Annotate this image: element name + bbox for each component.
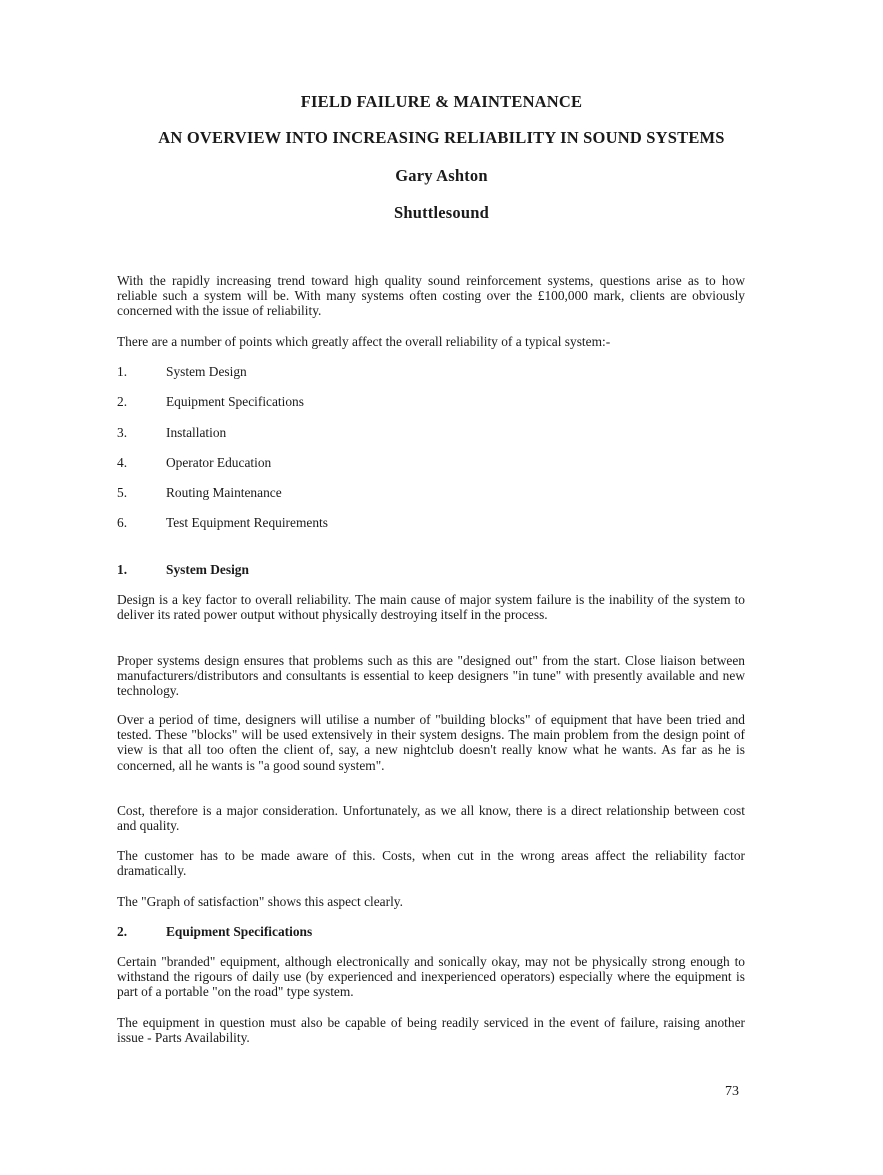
list-item — [117, 425, 328, 455]
points-list — [117, 364, 328, 546]
author-name: Gary Ashton — [395, 166, 488, 185]
body-paragraph: The "Graph of satisfaction" shows this aspect clearly. — [117, 894, 403, 909]
body-paragraph: Proper systems design ensures that problems such as this are "designed out" from the start. Close liaison between manufacturers/distributors and consultants is essential to keep designers "in tune" with presently available and new technology. — [117, 653, 745, 699]
list-item-label: Operator Education — [166, 454, 272, 470]
list-item-number: 1. — [117, 364, 128, 379]
list-item-number: 5. — [117, 485, 128, 501]
section-title: Equipment Specifications — [166, 924, 313, 939]
list-item-label: Installation — [166, 424, 227, 440]
section-heading-equipment-specifications — [117, 924, 312, 939]
body-paragraph: Design is a key factor to overall reliability. The main cause of major system failure is the inability of the system to deliver its rated power output without physically destroying itself in the process. — [117, 592, 745, 623]
paper-subtitle: AN OVERVIEW INTO INCREASING RELIABILITY IN SOUND SYSTEMS — [158, 128, 725, 147]
page-number: 73 — [725, 1084, 739, 1099]
list-item — [117, 515, 328, 545]
list-item-label: Routing Maintenance — [166, 485, 282, 501]
intro-paragraph: With the rapidly increasing trend toward high quality sound reinforcement systems, questions arise as to how reliable such a system will be. With many systems often costing over the £100,000 mark, clients are obviously concerned with the issue of reliability. — [117, 273, 745, 319]
points-lead-text: There are a number of points which greatly affect the overall reliability of a typical system:- — [117, 334, 611, 349]
list-item-number: 6. — [117, 515, 128, 531]
body-paragraph: The customer has to be made aware of this. Costs, when cut in the wrong areas affect the reliability factor dramatically. — [117, 848, 745, 879]
list-item-number: 4. — [117, 454, 128, 470]
list-item — [117, 485, 328, 515]
body-paragraph: Over a period of time, designers will utilise a number of "building blocks" of equipment that have been tried and tested. These "blocks" will be used extensively in their system designs. The main problem from the design point of view is that all too often the client of, say, a new nightclub doesn't really know what he wants. As far as he is concerned, all he wants is "a good sound system". — [117, 712, 745, 773]
list-item — [117, 455, 328, 485]
author-affiliation: Shuttlesound — [393, 203, 490, 222]
section-heading-system-design — [117, 562, 249, 577]
section-title: System Design — [166, 562, 249, 577]
section-number: 2. — [117, 924, 128, 939]
list-item-label: Test Equipment Requirements — [166, 515, 328, 531]
section-number: 1. — [117, 562, 128, 577]
list-item — [117, 394, 328, 424]
paper-title: FIELD FAILURE & MAINTENANCE — [300, 92, 583, 111]
list-item-label: System Design — [166, 364, 247, 379]
body-paragraph: The equipment in question must also be capable of being readily serviced in the event of failure, raising another issue - Parts Availability. — [117, 1015, 745, 1046]
body-paragraph: Cost, therefore is a major consideration. Unfortunately, as we all know, there is a direct relationship between cost and quality. — [117, 803, 745, 834]
list-item-label: Equipment Specifications — [166, 394, 304, 410]
list-item-number: 3. — [117, 424, 128, 440]
list-item — [117, 364, 328, 394]
list-item-number: 2. — [117, 394, 128, 410]
body-paragraph: Certain "branded" equipment, although electronically and sonically okay, may not be physically strong enough to withstand the rigours of daily use (by experienced and inexperienced operators) especially where the equipment is part of a portable "on the road" type system. — [117, 954, 745, 1000]
